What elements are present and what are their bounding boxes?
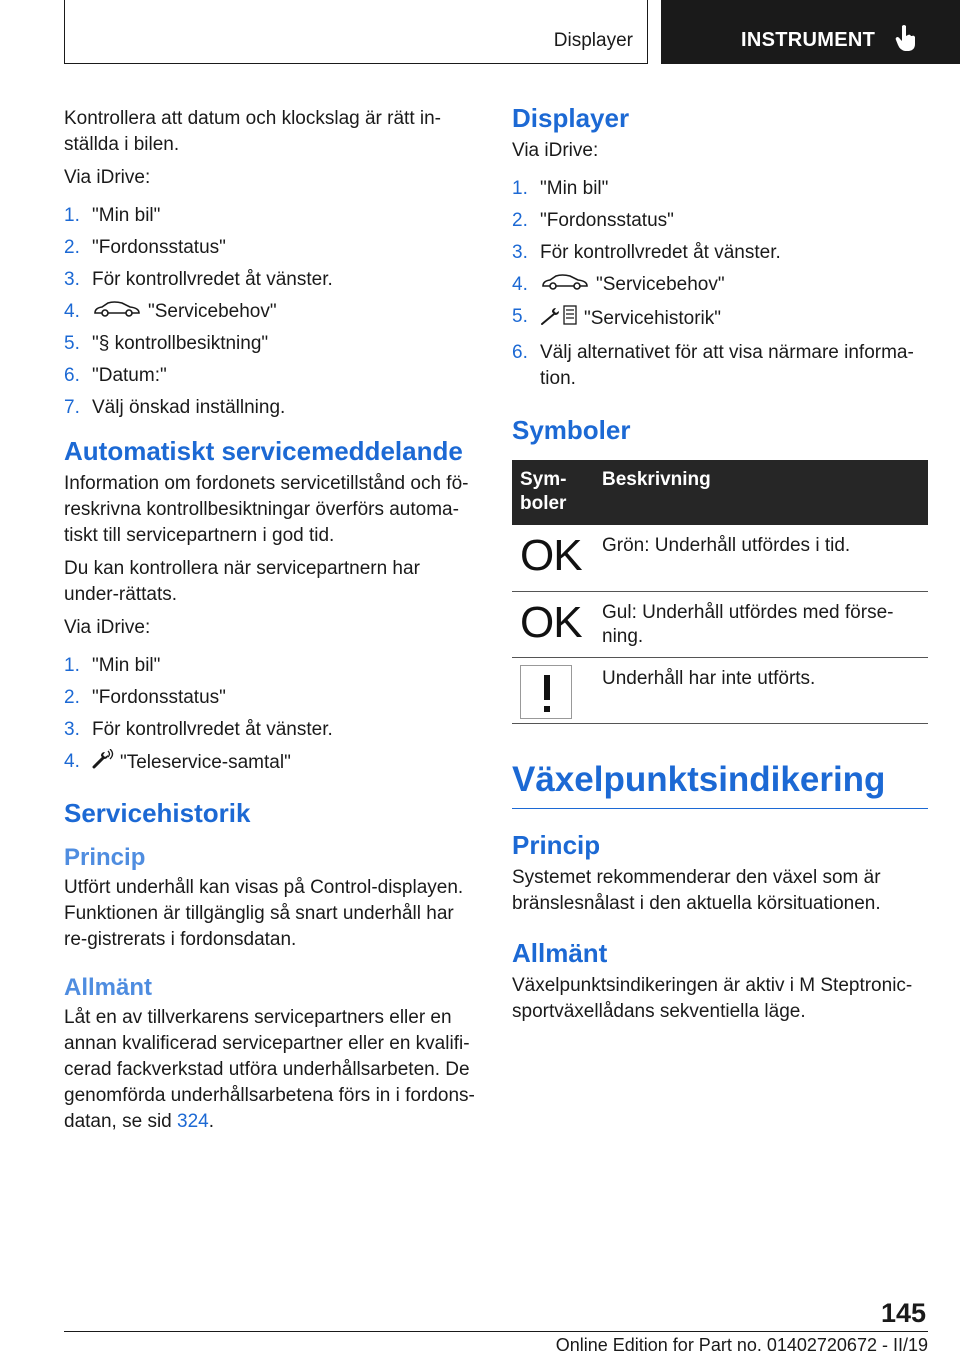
service-history-heading: Servicehistorik bbox=[64, 798, 251, 829]
table-row bbox=[512, 657, 928, 723]
right-column bbox=[512, 100, 928, 1032]
table-row bbox=[512, 591, 928, 657]
table-header-row bbox=[512, 460, 928, 525]
auto-service-paragraph-1: Information om fordonets servicetillstånd och fö-reskrivna kontrollbesiktningar överförs automa-tiskt till servicepartnern i god tid. bbox=[64, 473, 469, 547]
list-item: 1. "Min bil" bbox=[64, 655, 161, 677]
list-item: 3. För kontrollvredet åt vänster. bbox=[64, 269, 333, 290]
header-chapter-box bbox=[661, 0, 960, 64]
page-number: 145 bbox=[880, 1298, 926, 1328]
service-history-icon bbox=[540, 304, 578, 334]
gear-principle-heading: Princip bbox=[512, 829, 601, 860]
principle-paragraph: Utfört underhåll kan visas på Control-displayen. Funktionen är tillgänglig så snart underhåll har re-gistrerats i fordonsdatan. bbox=[64, 877, 464, 951]
list-item: 2. "Fordonsstatus" bbox=[64, 237, 226, 258]
page-reference-link[interactable]: 324 bbox=[177, 1111, 209, 1133]
phone-wrench-icon bbox=[92, 749, 114, 777]
ok-yellow-symbol: OK bbox=[520, 597, 582, 647]
car-icon bbox=[92, 299, 142, 325]
table-cell: Underhåll har inte utförts. bbox=[594, 657, 928, 723]
list-item: 2. "Fordonsstatus" bbox=[64, 687, 226, 709]
general-paragraph: Låt en av tillverkarens servicepartners eller en annan kvalificerad servicepartner eller en kvalifi-cerad fackverkstad utföra underhållsarbeten. De genomförda underhållsarbetena förs in i fordons-datan, se sid 324. bbox=[64, 1007, 475, 1133]
auto-service-paragraph-2: Du kan kontrollera när servicepartnern har under-rättats. bbox=[64, 558, 420, 606]
table-header-description: Beskrivning bbox=[594, 460, 928, 525]
warning-exclamation-icon bbox=[520, 665, 572, 719]
auto-service-heading: Automatiskt servicemeddelande bbox=[64, 436, 463, 467]
via-idrive-label: Via iDrive: bbox=[512, 140, 599, 161]
table-row bbox=[512, 525, 928, 591]
ok-green-symbol: OK bbox=[520, 531, 582, 581]
list-item: 4. "Teleservice-samtal" bbox=[64, 749, 480, 777]
via-idrive-label: Via iDrive: bbox=[64, 167, 151, 188]
general-heading: Allmänt bbox=[64, 974, 153, 1002]
footer-divider bbox=[64, 1331, 928, 1332]
list-item: 6. Välj alternativet för att visa närmare informa-tion. bbox=[512, 342, 914, 390]
list-item: 6. "Datum:" bbox=[64, 365, 167, 387]
symbols-heading: Symboler bbox=[512, 415, 631, 446]
intro-paragraph: Kontrollera att datum och klockslag är rätt in-ställda i bilen. bbox=[64, 108, 442, 155]
header-section-box bbox=[64, 0, 648, 64]
gear-general-paragraph: Växelpunktsindikeringen är aktiv i M Steptronic-sportväxellådans sekventiella läge. bbox=[512, 974, 913, 1022]
list-item: 4. "Servicebehov" bbox=[512, 272, 928, 298]
list-item: 1. "Min bil" bbox=[512, 178, 609, 199]
list-item: 3. För kontrollvredet åt vänster. bbox=[512, 242, 781, 263]
gear-general-heading: Allmänt bbox=[512, 937, 608, 968]
gear-principle-paragraph: Systemet rekommenderar den växel som är bränslesnålast i den aktuella körsituationen. bbox=[512, 866, 881, 914]
gear-indicator-heading: Växelpunktsindikering bbox=[512, 758, 928, 809]
list-item: 7. Välj önskad inställning. bbox=[64, 397, 286, 419]
header-chapter-title: INSTRUMENT bbox=[741, 29, 876, 51]
display-steps-list bbox=[512, 176, 928, 392]
via-idrive-label: Via iDrive: bbox=[64, 617, 151, 639]
list-item: 5. "§ kontrollbesiktning" bbox=[64, 333, 269, 355]
car-icon bbox=[540, 272, 590, 298]
displays-heading: Displayer bbox=[512, 103, 630, 133]
symbols-table bbox=[512, 460, 928, 724]
list-item: 2. "Fordonsstatus" bbox=[512, 210, 674, 231]
hand-pointer-icon bbox=[895, 24, 917, 57]
list-item: 3. För kontrollvredet åt vänster. bbox=[64, 719, 333, 741]
principle-heading: Princip bbox=[64, 844, 146, 872]
footer-edition: Online Edition for Part no. 01402720672 - II/19 bbox=[555, 1335, 928, 1355]
auto-steps-list bbox=[64, 653, 480, 777]
list-item: 4. "Servicebehov" bbox=[64, 299, 480, 325]
left-column bbox=[64, 100, 480, 1142]
list-item: 1. "Min bil" bbox=[64, 205, 161, 226]
list-item: 5. "Servicehistorik" bbox=[512, 304, 928, 334]
table-cell: Grön: Underhåll utfördes i tid. bbox=[594, 525, 928, 591]
steps-list bbox=[64, 203, 480, 421]
table-header-symbols: Sym-boler bbox=[512, 460, 594, 525]
table-cell: Gul: Underhåll utfördes med förse-ning. bbox=[594, 591, 928, 657]
header-section-title: Displayer bbox=[553, 30, 633, 51]
